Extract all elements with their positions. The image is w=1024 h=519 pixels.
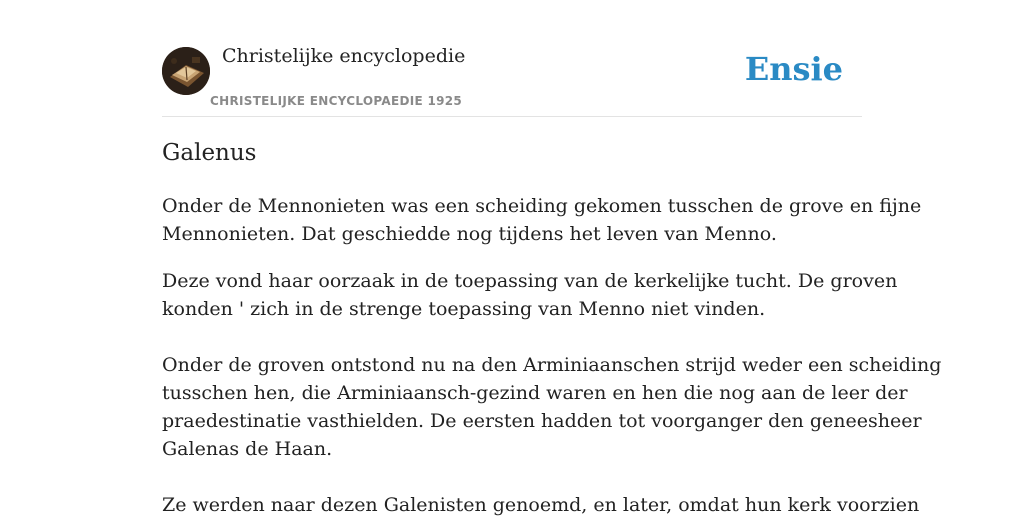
paragraph-4-line-1: Ze werden naar dezen Galenisten genoemd, en later, omdat hun kerk voorzien [162, 494, 920, 516]
paragraph-2-line-1: Deze vond haar oorzaak in de toepassing van de kerkelijke tucht. De groven [162, 270, 898, 292]
source-header [162, 0, 862, 117]
paragraph-gap [162, 463, 862, 491]
paragraph-3-line-1: Onder de groven ontstond nu na den Arminiaanschen strijd weder een scheiding [162, 354, 942, 376]
book-photo-icon [162, 47, 210, 95]
paragraph-2-line-2: konden ' zich in de strenge toepassing van Menno niet vinden. [162, 298, 766, 320]
paragraph-1-line-1: Onder de Mennonieten was een scheiding gekomen tusschen de grove en fijne [162, 195, 922, 217]
paragraph-3-line-3: praedestinatie vasthielden. De eersten hadden tot voorganger den geneesheer [162, 410, 922, 432]
source-title[interactable]: Christelijke encyclopedie [222, 45, 466, 67]
paragraph-3-line-2: tusschen hen, die Arminiaansch-gezind waren en hen die nog aan de leer der [162, 382, 908, 404]
article-title: Galenus [162, 140, 257, 166]
article-body [162, 192, 942, 519]
paragraph-1-line-2: Mennonieten. Dat geschiedde nog tijdens het leven van Menno. [162, 223, 777, 245]
ensie-logo[interactable]: Ensie [744, 50, 843, 88]
page [162, 0, 942, 516]
paragraph-3-line-4: Galenas de Haan. [162, 438, 333, 460]
source-subtitle[interactable]: CHRISTELIJKE ENCYCLOPAEDIE 1925 [210, 94, 463, 108]
avatar[interactable] [162, 47, 210, 95]
paragraph-gap [162, 323, 862, 351]
